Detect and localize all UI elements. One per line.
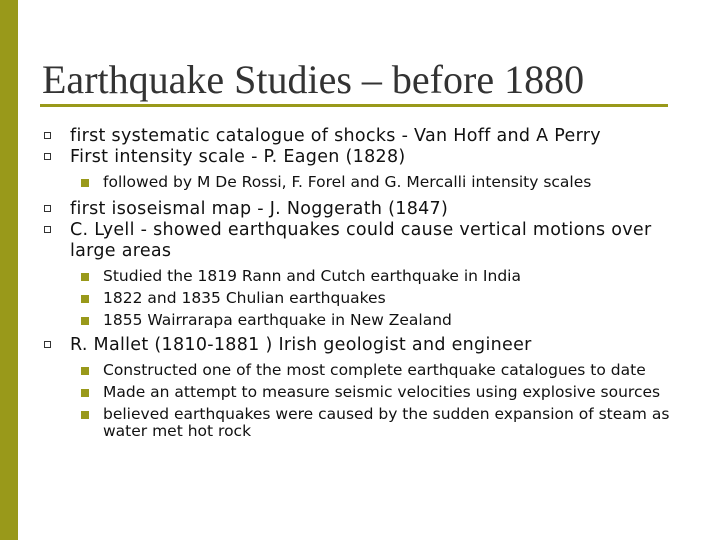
- sub-bullet-item: [81, 174, 684, 191]
- bullet-item: [44, 199, 684, 220]
- sub-bullet-text: followed by M De Rossi, F. Forel and G. Mercalli intensity scales: [103, 173, 592, 191]
- bullet-item: [44, 126, 684, 147]
- bullet-text: first isoseismal map - J. Noggerath (1847): [70, 199, 449, 219]
- bullet-text: R. Mallet (1810-1881 ) Irish geologist and engineer: [70, 335, 532, 355]
- hollow-square-bullet-icon: [44, 226, 51, 233]
- bullet-item: [44, 335, 684, 356]
- filled-square-bullet-icon: [81, 411, 89, 419]
- hollow-square-bullet-icon: [44, 153, 51, 160]
- sub-bullet-text: Studied the 1819 Rann and Cutch earthquake in India: [103, 267, 521, 285]
- filled-square-bullet-icon: [81, 389, 89, 397]
- sub-bullet-text: Made an attempt to measure seismic velocities using explosive sources: [103, 383, 661, 401]
- bullet-list: [44, 126, 684, 440]
- hollow-square-bullet-icon: [44, 132, 51, 139]
- sub-bullet-text: 1855 Wairrarapa earthquake in New Zealand: [103, 311, 452, 329]
- bullet-item: [44, 147, 684, 168]
- sub-bullet-text: believed earthquakes were caused by the sudden expansion of steam as water met hot rock: [103, 405, 670, 440]
- filled-square-bullet-icon: [81, 367, 89, 375]
- filled-square-bullet-icon: [81, 317, 89, 325]
- title-underline: [40, 104, 668, 107]
- left-accent-bar: [0, 0, 18, 540]
- sub-bullet-item: [81, 268, 684, 285]
- filled-square-bullet-icon: [81, 179, 89, 187]
- bullet-text: C. Lyell - showed earthquakes could cause vertical motions over large areas: [70, 220, 652, 261]
- slide-title: Earthquake Studies – before 1880: [42, 57, 585, 102]
- sub-bullet-item: [81, 362, 684, 379]
- filled-square-bullet-icon: [81, 295, 89, 303]
- sub-bullet-item: [81, 312, 684, 329]
- sub-bullet-item: [81, 290, 684, 307]
- bullet-item: [44, 220, 684, 262]
- hollow-square-bullet-icon: [44, 205, 51, 212]
- bullet-text: first systematic catalogue of shocks - Van Hoff and A Perry: [70, 126, 601, 146]
- sub-bullet-item: [81, 384, 684, 401]
- sub-bullet-text: Constructed one of the most complete earthquake catalogues to date: [103, 361, 646, 379]
- filled-square-bullet-icon: [81, 273, 89, 281]
- sub-bullet-text: 1822 and 1835 Chulian earthquakes: [103, 289, 386, 307]
- hollow-square-bullet-icon: [44, 341, 51, 348]
- bullet-text: First intensity scale - P. Eagen (1828): [70, 147, 406, 167]
- sub-bullet-item: [81, 406, 684, 440]
